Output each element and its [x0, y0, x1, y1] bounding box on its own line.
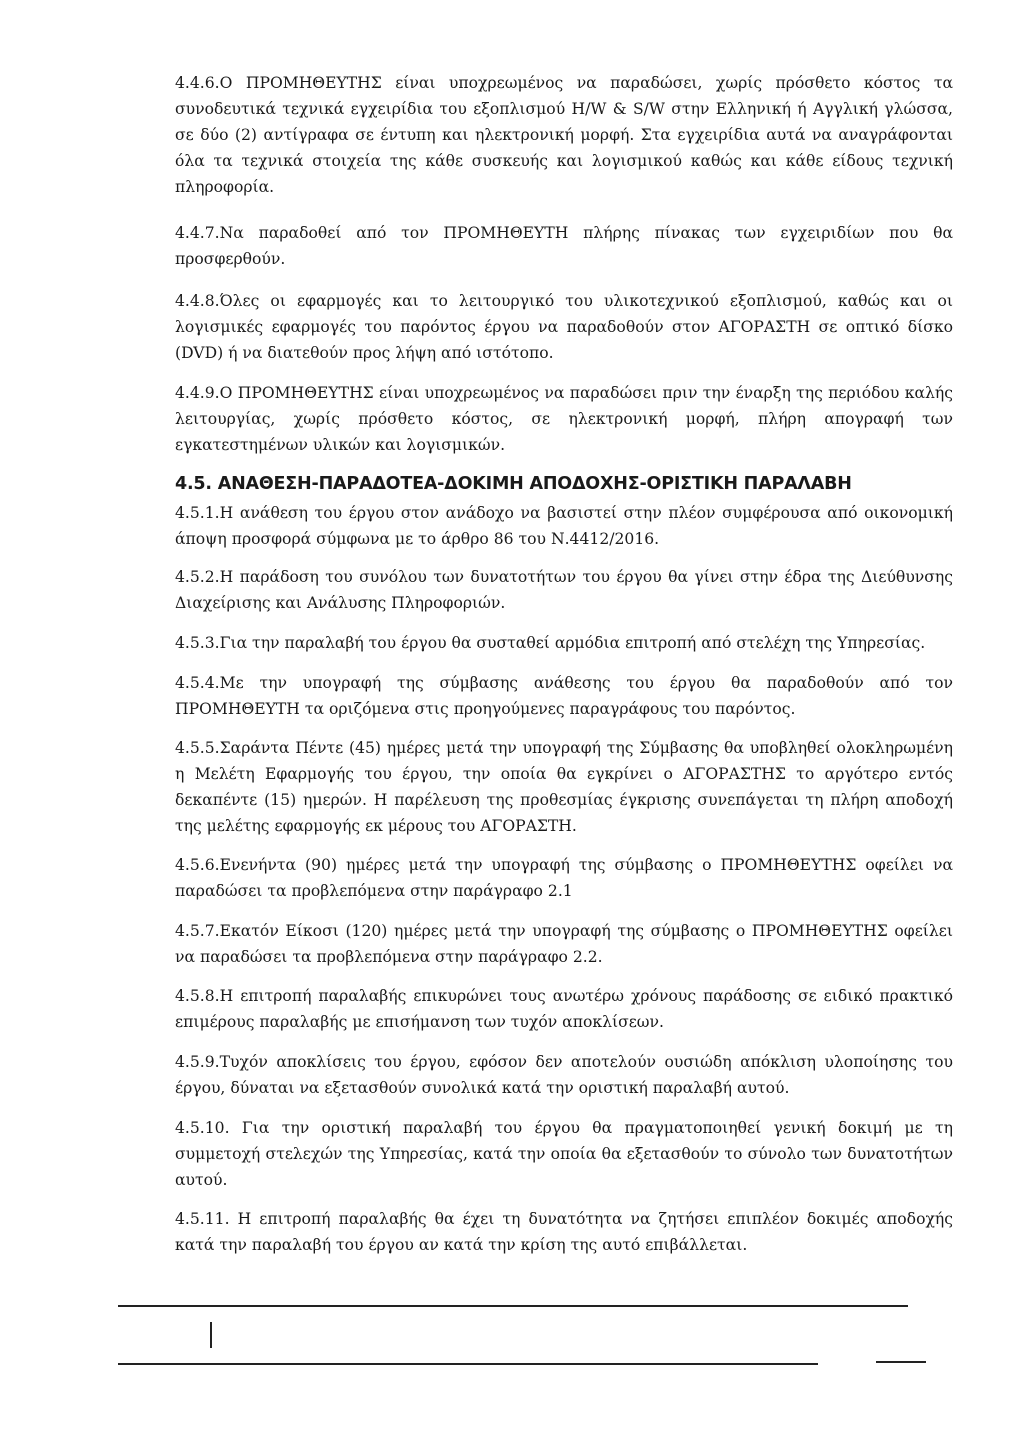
paragraph-4-5-9 [175, 1049, 953, 1101]
paragraph-number: 4.5.3. [175, 634, 220, 652]
section-heading: 4.5. ΑΝΑΘΕΣΗ-ΠΑΡΑΔΟΤΕΑ-ΔΟΚΙΜΗ ΑΠΟΔΟΧΗΣ-ΟΡΙΣΤΙΚΗ ΠΑΡΑΛΑΒΗ [175, 474, 852, 494]
paragraph-4-5-11 [175, 1206, 953, 1258]
paragraph-4-5-5 [175, 735, 953, 839]
paragraph-number: 4.4.6. [175, 74, 220, 92]
paragraph-number: 4.5.2. [175, 568, 220, 586]
paragraph-text: Ενενήντα (90) ημέρες μετά την υπογραφή της σύμβασης ο ΠΡΟΜΗΘΕΥΤΗΣ οφείλει να παραδώσει τα προβλεπόμενα στην παράγραφο 2.1 [175, 856, 953, 900]
paragraph-number: 4.5.5. [175, 739, 220, 757]
paragraph-number: 4.5.11. [175, 1210, 230, 1228]
paragraph-text: Όλες οι εφαρμογές και το λειτουργικό του υλικοτεχνικού εξοπλισμού, καθώς και οι λογισμικές εφαρμογές του παρόντος έργου να παραδοθούν στον ΑΓΟΡΑΣΤΗ σε οπτικό δίσκο (DVD) ή να διατεθούν προς λήψη από ιστότοπο. [175, 292, 953, 362]
paragraph-number: 4.5.8. [175, 987, 220, 1005]
paragraph-number: 4.5.7. [175, 922, 220, 940]
paragraph-4-5-4 [175, 670, 953, 722]
paragraph-text: Η επιτροπή παραλαβής επικυρώνει τους ανωτέρω χρόνους παράδοσης σε ειδικό πρακτικό επιμέρους παραλαβής με επισήμανση των τυχόν αποκλίσεων. [175, 987, 953, 1031]
paragraph-number: 4.5.4. [175, 674, 220, 692]
paragraph-4-4-8 [175, 288, 953, 366]
paragraph-4-5-1 [175, 500, 953, 552]
paragraph-number: 4.5.1. [175, 504, 220, 522]
paragraph-text: Για την οριστική παραλαβή του έργου θα πραγματοποιηθεί γενική δοκιμή με τη συμμετοχή στελεχών της Υπηρεσίας, κατά την οποία θα εξετασθούν το σύνολο των δυνατοτήτων αυτού. [175, 1119, 953, 1189]
paragraph-number: 4.4.8. [175, 292, 220, 310]
footer-vertical-mark [210, 1322, 212, 1348]
paragraph-text: Ο ΠΡΟΜΗΘΕΥΤΗΣ είναι υποχρεωμένος να παραδώσει, χωρίς πρόσθετο κόστος τα συνοδευτικά τεχνικά εγχειρίδια του εξοπλισμού H/W & S/W στην Ελληνική ή Αγγλική γλώσσα, σε δύο (2) αντίγραφα σε έντυπη και ηλεκτρονική μορφή. Στα εγχειρίδια αυτά να αναγράφονται όλα τα τεχνικά στοιχεία της κάθε συσκευής και λογισμικού καθώς και κάθε είδους τεχνική πληροφορία. [175, 74, 953, 196]
paragraph-4-5-8 [175, 983, 953, 1035]
paragraph-text: Τυχόν αποκλίσεις του έργου, εφόσον δεν αποτελούν ουσιώδη απόκλιση υλοποίησης του έργου, δύναται να εξετασθούν συνολικά κατά την οριστική παραλαβή αυτού. [175, 1053, 953, 1097]
paragraph-4-5-2 [175, 564, 953, 616]
paragraph-4-4-7 [175, 220, 953, 272]
paragraph-4-5-10 [175, 1115, 953, 1193]
footer-rule-lower [118, 1363, 818, 1365]
paragraph-text: Ο ΠΡΟΜΗΘΕΥΤΗΣ είναι υποχρεωμένος να παραδώσει πριν την έναρξη της περιόδου καλής λειτουργίας, χωρίς πρόσθετο κόστος, σε ηλεκτρονική μορφή, πλήρη απογραφή των εγκατεστημένων υλικών και λογισμικών. [175, 384, 953, 454]
paragraph-number: 4.5.9. [175, 1053, 220, 1071]
paragraph-text: Εκατόν Είκοσι (120) ημέρες μετά την υπογραφή της σύμβασης ο ΠΡΟΜΗΘΕΥΤΗΣ οφείλει να παραδώσει τα προβλεπόμενα στην παράγραφο 2.2. [175, 922, 953, 966]
paragraph-4-4-9 [175, 380, 953, 458]
paragraph-number: 4.4.9. [175, 384, 220, 402]
paragraph-text: Με την υπογραφή της σύμβασης ανάθεσης του έργου θα παραδοθούν από τον ΠΡΟΜΗΘΕΥΤΗ τα οριζόμενα στις προηγούμενες παραγράφους του παρόντος. [175, 674, 953, 718]
paragraph-number: 4.4.7. [175, 224, 220, 242]
paragraph-4-5-6 [175, 852, 953, 904]
paragraph-4-5-7 [175, 918, 953, 970]
paragraph-4-5-3 [175, 630, 953, 656]
paragraph-text: Να παραδοθεί από τον ΠΡΟΜΗΘΕΥΤΗ πλήρης πίνακας των εγχειριδίων που θα προσφερθούν. [175, 224, 953, 268]
paragraph-text: Η επιτροπή παραλαβής θα έχει τη δυνατότητα να ζητήσει επιπλέον δοκιμές αποδοχής κατά την παραλαβή του έργου αν κατά την κρίση της αυτό επιβάλλεται. [175, 1210, 953, 1254]
paragraph-4-4-6 [175, 70, 953, 200]
footer-rule-short [876, 1361, 926, 1363]
paragraph-text: Σαράντα Πέντε (45) ημέρες μετά την υπογραφή της Σύμβασης θα υποβληθεί ολοκληρωμένη η Μελέτη Εφαρμογής του έργου, την οποία θα εγκρίνει ο ΑΓΟΡΑΣΤΗΣ το αργότερο εντός δεκαπέντε (15) ημερών. Η παρέλευση της προθεσμίας έγκρισης συνεπάγεται τη πλήρη αποδοχή της μελέτης εφαρμογής εκ μέρους του ΑΓΟΡΑΣΤΗ. [175, 739, 953, 835]
paragraph-number: 4.5.6. [175, 856, 220, 874]
paragraph-number: 4.5.10. [175, 1119, 230, 1137]
paragraph-text: Η παράδοση του συνόλου των δυνατοτήτων του έργου θα γίνει στην έδρα της Διεύθυνσης Διαχείρισης και Ανάλυσης Πληροφοριών. [175, 568, 953, 612]
paragraph-text: Για την παραλαβή του έργου θα συσταθεί αρμόδια επιτροπή από στελέχη της Υπηρεσίας. [219, 634, 926, 652]
footer-rule [118, 1305, 908, 1307]
paragraph-text: Η ανάθεση του έργου στον ανάδοχο να βασιστεί στην πλέον συμφέρουσα από οικονομική άποψη προσφορά σύμφωνα με το άρθρο 86 του Ν.4412/2016. [175, 504, 953, 548]
